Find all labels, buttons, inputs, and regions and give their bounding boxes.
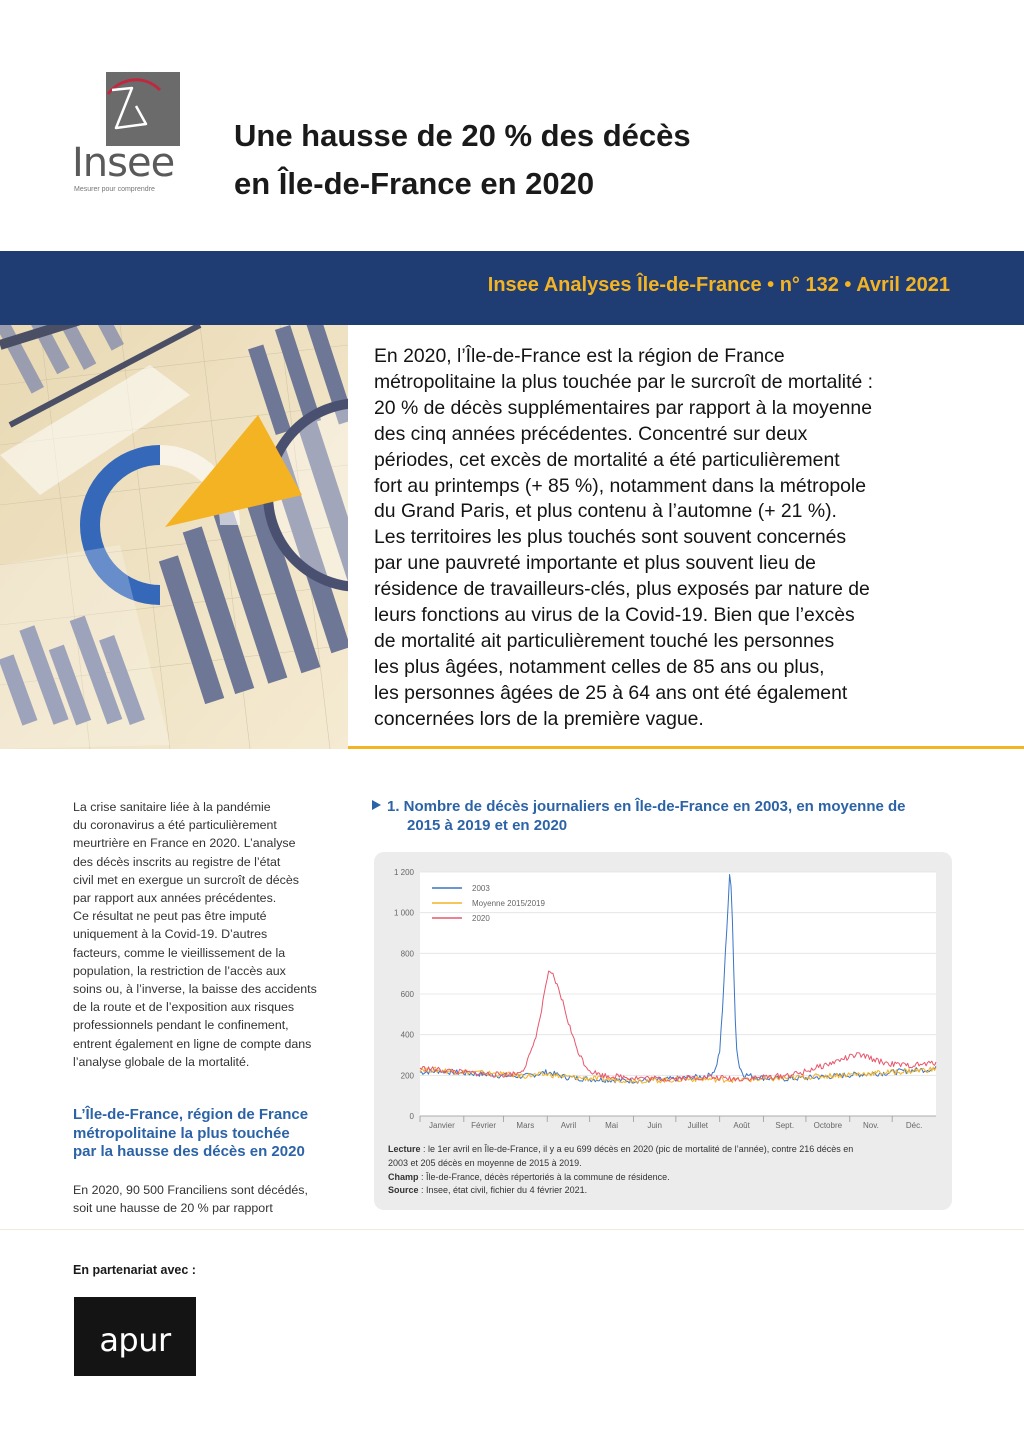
x-tick-label: Juin: [647, 1121, 663, 1130]
x-tick-label: Déc.: [905, 1121, 923, 1130]
abstract-line: En 2020, l’Île-de-France est la région de France: [374, 345, 785, 367]
intro-line: population, la restriction de l’accès aux: [73, 963, 286, 978]
champ-text: : Île-de-France, décès répertoriés à la commune de résidence.: [418, 1171, 670, 1182]
legend-label: 2020: [472, 914, 490, 923]
x-tick-label: Août: [733, 1121, 750, 1130]
figure-title: [372, 797, 962, 835]
y-tick-label: 1 000: [393, 908, 414, 918]
intro-line: soins ou, à l’inverse, la baisse des accidents: [73, 982, 317, 997]
intro-line: du coronavirus a été particulièrement: [73, 818, 277, 833]
y-tick-label: 0: [409, 1112, 414, 1121]
intro-line: par rapport aux années précédentes.: [73, 891, 277, 906]
intro-line: des décès inscrits au registre de l’état: [73, 854, 281, 869]
lecture-label: Lecture: [388, 1144, 421, 1154]
y-tick-label: 1 200: [393, 868, 414, 877]
insee-logo-mark-icon: [102, 76, 162, 138]
publication-band: [0, 251, 1024, 325]
source-note: [388, 1184, 944, 1198]
insee-logo: [72, 72, 184, 200]
page-title-line-1: Une hausse de 20 % des décès: [234, 118, 691, 153]
abstract-line: périodes, cet excès de mortalité a été particulièrement: [374, 448, 840, 471]
lecture-text-1: : le 1er avril en Île-de-France, il y a eu 699 décès en 2020 (pic de mortalité de l’année), contre 216 décès en: [420, 1144, 854, 1154]
gold-divider: [348, 746, 1024, 749]
source-label: Source: [388, 1185, 419, 1196]
y-tick-label: 800: [400, 949, 414, 959]
x-tick-label: Sept.: [775, 1121, 795, 1130]
section-text-line: En 2020, 90 500 Franciliens sont décédés,: [73, 1183, 308, 1197]
x-tick-label: Mai: [605, 1121, 619, 1130]
abstract-line: concernées lors de la première vague.: [374, 707, 704, 730]
legend-label: Moyenne 2015/2019: [472, 899, 545, 908]
legend-label: 2003: [472, 884, 490, 893]
intro-line: de la route et de l’exposition aux risques: [73, 1000, 295, 1015]
abstract-line: leurs fonctions au virus de la Covid-19. Bien que l’excès: [374, 604, 855, 627]
apur-logo: [74, 1297, 196, 1376]
x-tick-label: Mars: [516, 1121, 535, 1130]
section-heading-line: métropolitaine la plus touchée: [73, 1124, 290, 1142]
partner-label: En partenariat avec :: [73, 1263, 196, 1277]
abstract-line: par une pauvreté importante et plus souvent lieu de: [374, 552, 816, 575]
y-tick-label: 200: [400, 1071, 414, 1081]
y-tick-label: 600: [400, 990, 414, 999]
abstract-line: fort au printemps (+ 85 %), notamment dans la métropole: [374, 474, 867, 497]
section-heading-line: L’Île-de-France, région de France: [73, 1106, 309, 1123]
abstract-line: résidence de travailleurs-clés, plus exposés par nature de: [374, 578, 870, 601]
abstract-line: Les territoires les plus touchés sont souvent concernés: [374, 526, 847, 549]
intro-line: professionnels pendant le confinement,: [73, 1018, 289, 1033]
abstract: [374, 344, 974, 733]
hero-illustration: [0, 325, 348, 749]
section-heading: [73, 1106, 363, 1162]
abstract-line: 20 % de décès supplémentaires par rapport à la moyenne: [374, 396, 872, 419]
insee-logo-tagline: Mesurer pour comprendre: [74, 186, 155, 193]
champ-label: Champ: [388, 1171, 419, 1182]
apur-logo-word: apur: [99, 1321, 171, 1359]
x-tick-label: Nov.: [863, 1121, 879, 1130]
intro-line: l’analyse globale de la mortalité.: [73, 1054, 250, 1069]
abstract-line: des cinq années précédentes. Concentré sur deux: [374, 422, 808, 445]
intro-line: Ce résultat ne peut pas être imputé: [73, 909, 267, 924]
abstract-line: les plus âgées, notamment celles de 85 ans ou plus,: [374, 655, 825, 678]
abstract-line: du Grand Paris, et plus contenu à l’automne (+ 21 %).: [374, 500, 837, 523]
section-heading-line: par la hausse des décès en 2020: [73, 1143, 305, 1161]
x-tick-label: Janvier: [429, 1121, 455, 1130]
champ-note: [388, 1171, 944, 1185]
x-tick-label: Février: [471, 1121, 497, 1130]
intro-line: La crise sanitaire liée à la pandémie: [73, 800, 271, 814]
chart-notes: [388, 1143, 944, 1198]
daily-deaths-chart: [374, 852, 952, 1142]
insee-logo-word: Insee: [72, 140, 175, 186]
x-tick-label: Avril: [560, 1121, 577, 1130]
y-tick-label: 400: [400, 1030, 414, 1040]
lecture-note-line-1: [388, 1143, 944, 1157]
section-paragraph: [73, 1181, 363, 1217]
intro-line: uniquement à la Covid-19. D’autres: [73, 927, 268, 942]
figure-arrow-icon: [372, 800, 381, 810]
intro-line: facteurs, comme le vieillissement de la: [73, 945, 286, 960]
figure-title-line-2: 2015 à 2019 et en 2020: [407, 817, 568, 834]
x-tick-label: Juillet: [687, 1121, 709, 1130]
footer-divider: [0, 1229, 1024, 1230]
x-tick-label: Octobre: [813, 1121, 843, 1130]
section-text-line: soit une hausse de 20 % par rapport: [73, 1201, 273, 1216]
intro-line: entrent également en ligne de compte dans: [73, 1036, 312, 1051]
abstract-line: métropolitaine la plus touchée par le surcroît de mortalité :: [374, 370, 874, 393]
lecture-note-line-2: 2003 et 205 décès en moyenne de 2015 à 2019.: [388, 1157, 582, 1168]
intro-line: civil met en exergue un surcroît de décès: [73, 872, 299, 887]
source-text: : Insee, état civil, fichier du 4 février 2021.: [418, 1185, 588, 1196]
page-title: [234, 112, 794, 208]
abstract-line: les personnes âgées de 25 à 64 ans ont été également: [374, 681, 848, 704]
hero-illustration-graphic: [0, 325, 348, 749]
intro-line: meurtrière en France en 2020. L’analyse: [73, 836, 296, 851]
publication-series: Insee Analyses Île-de-France • n° 132 • Avril 2021: [487, 274, 950, 296]
intro-paragraph: [73, 798, 358, 1071]
abstract-line: de mortalité ait particulièrement touché les personnes: [374, 629, 835, 652]
figure-title-line-1: 1. Nombre de décès journaliers en Île-de-France en 2003, en moyenne de: [387, 798, 906, 815]
page-title-line-2: en Île-de-France en 2020: [234, 166, 595, 201]
chart-panel: [374, 852, 952, 1210]
